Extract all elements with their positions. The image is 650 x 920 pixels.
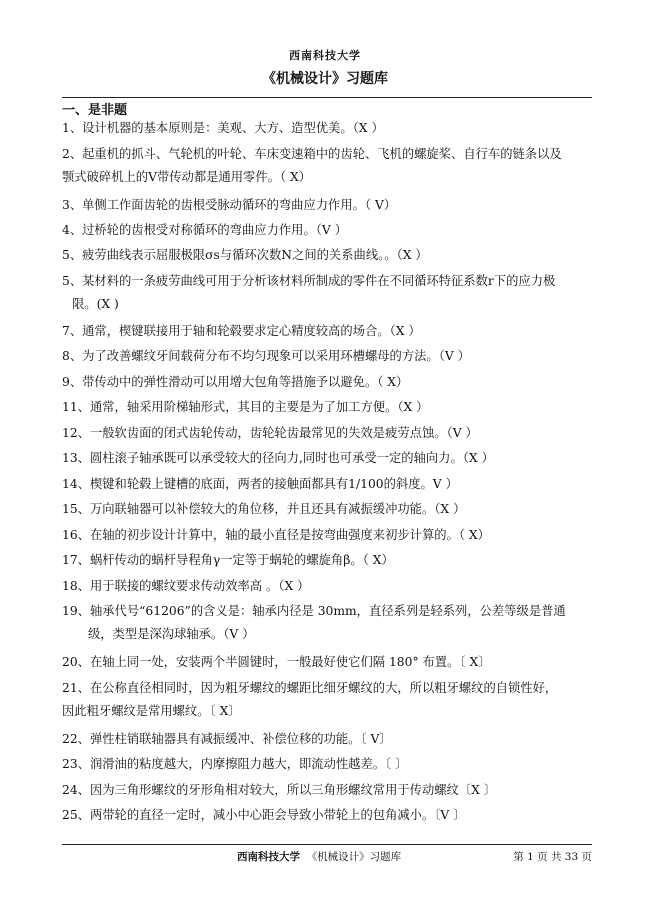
question-item: [62, 447, 602, 470]
footer-left: [237, 849, 401, 864]
question-text-continued: 级，类型是深沟球轴承。（V ）: [88, 627, 255, 641]
question-text-continued: 因此粗牙螺纹是常用螺纹。〔 X〕: [62, 704, 241, 718]
question-item: [62, 320, 602, 343]
question-text: 3、单侧工作面齿轮的齿根受脉动循环的弯曲应力作用。（ V）: [62, 198, 397, 212]
question-item: [62, 779, 602, 802]
question-item: [62, 753, 602, 776]
footer-university: 西南科技大学: [237, 851, 300, 863]
question-item: [62, 345, 602, 368]
question-text: 5、某材料的一条疲劳曲线可用于分析该材料所制成的零件在不同循环特征系数r下的应力极: [62, 274, 556, 288]
question-item: [62, 651, 602, 674]
question-text: 23、润滑油的粘度越大，内摩擦阻力越大，即流动性越差。〔 〕: [62, 757, 408, 771]
question-text: 2、起重机的抓斗、气轮机的叶轮、车床变速箱中的齿轮、飞机的螺旋桨、自行车的链条以及: [62, 147, 562, 161]
header-university: 西南科技大学: [289, 49, 361, 62]
question-item: [62, 473, 602, 496]
question-item: [62, 244, 602, 267]
page-title: 《机械设计》习题库: [262, 71, 388, 87]
footer-divider: [62, 844, 592, 845]
question-text: 11、通常，轴采用阶梯轴形式，其目的主要是为了加工方便。（X ）: [62, 400, 429, 414]
question-text: 1、设计机器的基本原则是：美观、大方、造型优美。（X ）: [62, 121, 384, 135]
question-text: 17、蜗杆传动的蜗杆导程角γ一定等于蜗轮的螺旋角β。（ X）: [62, 553, 394, 567]
question-text: 16、在轴的初步设计计算中，轴的最小直径是按弯曲强度来初步计算的。（ X）: [62, 528, 490, 542]
header-divider: [62, 97, 592, 98]
question-item: [62, 219, 602, 242]
question-text: 20、在轴上同一处，安装两个半圆键时，一般最好使它们隔 180° 布置。〔 X〕: [62, 655, 491, 669]
question-text: 22、弹性柱销联轴器具有减振缓冲、补偿位移的功能。〔 V〕: [62, 732, 392, 746]
question-item: [62, 600, 602, 646]
question-item: [62, 194, 602, 217]
question-text: 21、在公称直径相同时，因为粗牙螺纹的螺距比细牙螺纹的大，所以粗牙螺纹的自锁性好，: [62, 681, 558, 695]
question-item: [62, 728, 602, 751]
question-item: [62, 549, 602, 572]
question-text: 14、楔键和轮毂上键槽的底面，两者的接触面都具有1/100的斜度。V ）: [62, 477, 458, 491]
question-item: [62, 804, 602, 827]
question-text: 8、为了改善螺纹牙间载荷分布不均匀现象可以采用环槽螺母的方法。（V ）: [62, 349, 470, 363]
question-item: [62, 677, 602, 723]
question-text: 18、用于联接的螺纹要求传动效率高 。（X ）: [62, 579, 310, 593]
question-item: [62, 575, 602, 598]
question-text: 13、圆柱滚子轴承既可以承受较大的径向力,同时也可承受一定的轴向力。（X ）: [62, 451, 494, 465]
question-text: 25、两带轮的直径一定时，减小中心距会导致小带轮上的包角减小。〔V 〕: [62, 808, 466, 822]
question-item: [62, 371, 602, 394]
section-heading: 一、是非题: [62, 103, 128, 118]
question-text-continued: 限。(X ): [72, 297, 119, 311]
question-text: 5、疲劳曲线表示屈服极限σs与循环次数N之间的关系曲线。。（X ）: [62, 248, 428, 262]
question-item: [62, 422, 602, 445]
question-item: [62, 524, 602, 547]
question-text: 12、一般软齿面的闭式齿轮传动，齿轮轮齿最常见的失效是疲劳点蚀。（V ）: [62, 426, 478, 440]
question-item: [62, 270, 602, 316]
question-item: [62, 117, 602, 140]
question-text: 4、过桥轮的齿根受对称循环的弯曲应力作用。（V ）: [62, 223, 347, 237]
page-number: 第 1 页 共 33 页: [513, 851, 592, 863]
question-item: [62, 396, 602, 419]
footer-doc-title: 《机械设计》习题库: [306, 851, 402, 863]
question-text: 24、因为三角形螺纹的牙形角相对较大，所以三角形螺纹常用于传动螺纹〔X 〕: [62, 783, 497, 797]
question-item: [62, 143, 602, 189]
question-text: 15、万向联轴器可以补偿较大的角位移，并且还具有减振缓冲功能。（X ）: [62, 502, 466, 516]
question-text: 19、轴承代号“61206”的含义是：轴承内径是 30mm，直径系列是轻系列，公差等级是普通: [62, 604, 566, 618]
question-text-continued: 颚式破碎机上的V带传动都是通用零件。（ X）: [62, 170, 312, 184]
question-text: 9、带传动中的弹性滑动可以用增大包角等措施予以避免。（ X）: [62, 375, 409, 389]
question-text: 7、通常，楔键联接用于轴和轮毂要求定心精度较高的场合。（X ）: [62, 324, 421, 338]
question-item: [62, 498, 602, 521]
